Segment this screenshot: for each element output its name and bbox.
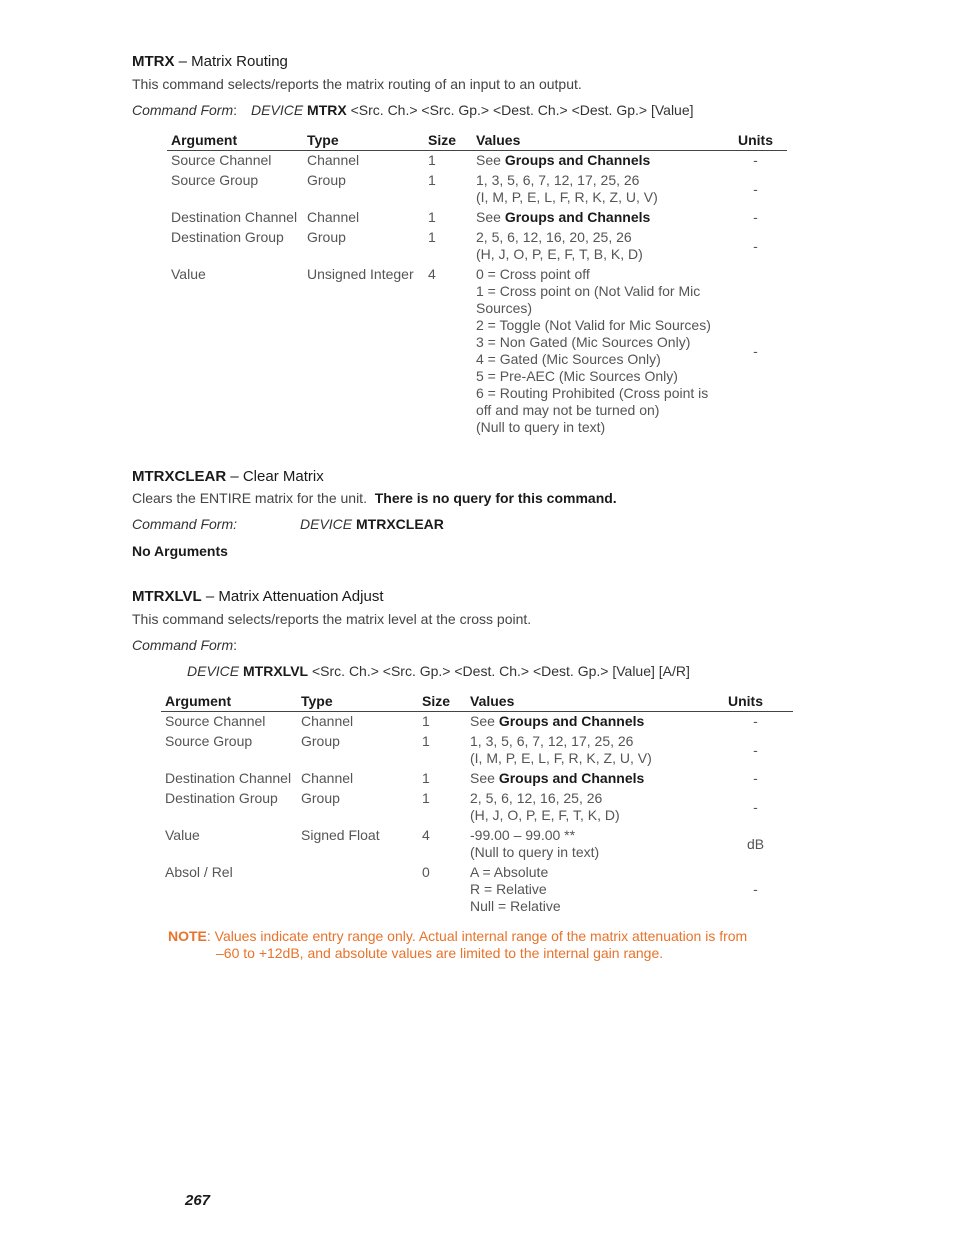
cell-size: 4 xyxy=(428,266,436,282)
cell-units: - xyxy=(753,342,758,359)
cell-size: 1 xyxy=(428,152,436,168)
cell-values xyxy=(470,769,718,789)
cell-units: - xyxy=(753,881,758,897)
values-line: 2, 5, 6, 12, 16, 20, 25, 26 xyxy=(476,229,632,245)
mtrxlvl-form-args: <Src. Ch.> <Src. Gp.> <Dest. Ch.> <Dest. Gp.> [Value] [A/R] xyxy=(308,663,690,679)
values-line: 4 = Gated (Mic Sources Only) xyxy=(476,351,661,367)
cell-type: Group xyxy=(301,790,340,806)
values-line: 1, 3, 5, 6, 7, 12, 17, 25, 26 xyxy=(470,733,634,749)
cell-size: 1 xyxy=(422,790,430,806)
cell-type xyxy=(301,863,422,917)
table-row xyxy=(167,228,787,265)
values-line: R = Relative xyxy=(470,881,547,897)
mtrx-title: – Matrix Routing xyxy=(174,53,288,70)
header-units: Units xyxy=(718,693,793,712)
cell-units: - xyxy=(753,713,758,729)
cell-argument: Source Group xyxy=(171,172,259,188)
mtrxlvl-title: – Matrix Attenuation Adjust xyxy=(201,588,384,605)
cell-argument: Source Channel xyxy=(171,152,272,168)
cell-size: 1 xyxy=(428,209,436,225)
header-units: Units xyxy=(724,132,787,151)
values-line: 2 = Toggle (Not Valid for Mic Sources) xyxy=(476,317,711,333)
mtrx-form-label: Command Form xyxy=(132,102,234,118)
values-line: (Null to query in text) xyxy=(470,844,600,860)
cell-argument: Destination Channel xyxy=(165,770,292,786)
values-line: Sources) xyxy=(476,300,533,316)
page-number: 267 xyxy=(185,1192,211,1209)
values-line: (I, M, P, E, L, F, R, K, Z, U, V) xyxy=(470,750,652,766)
cell-type: Channel xyxy=(307,209,360,225)
values-line: 6 = Routing Prohibited (Cross point is xyxy=(476,385,709,401)
table-row xyxy=(161,769,793,789)
values-line: Null = Relative xyxy=(470,898,561,914)
table-row xyxy=(161,732,793,769)
mtrx-description: This command selects/reports the matrix routing of an input to an output. xyxy=(132,76,582,92)
cell-argument: Destination Group xyxy=(165,790,278,806)
values-line: A = Absolute xyxy=(470,864,549,880)
table-row xyxy=(161,789,793,826)
note-line-2: –60 to +12dB, and absolute values are limited to the internal gain range. xyxy=(216,945,664,961)
cell-type: Channel xyxy=(301,713,354,729)
mtrxlvl-description: This command selects/reports the matrix level at the cross point. xyxy=(132,611,532,627)
mtrx-form-device: DEVICE xyxy=(251,102,304,118)
cell-values xyxy=(470,826,718,863)
mtrxlvl-command-name: MTRXLVL xyxy=(132,588,202,605)
cell-units: - xyxy=(753,770,758,786)
note xyxy=(168,928,747,945)
mtrxclear-no-query: There is no query for this command. xyxy=(374,490,617,506)
cell-values xyxy=(476,171,724,208)
cell-units: - xyxy=(753,741,758,758)
cell-units: - xyxy=(753,180,758,197)
cell-type: Signed Float xyxy=(301,827,380,843)
table-row xyxy=(167,208,787,228)
cell-size: 4 xyxy=(422,827,430,843)
mtrxlvl-argument-table xyxy=(161,693,793,917)
cell-size: 1 xyxy=(422,770,430,786)
header-type: Type xyxy=(301,693,422,712)
mtrxlvl-form-cmd: MTRXLVL xyxy=(243,663,309,679)
values-prefix: See xyxy=(476,152,505,168)
mtrxlvl-command-form xyxy=(187,663,690,680)
header-values: Values xyxy=(476,132,724,151)
mtrxclear-form-command xyxy=(300,516,444,533)
mtrxclear-title: – Clear Matrix xyxy=(226,468,324,485)
cell-values xyxy=(470,863,718,917)
cell-argument: Source Group xyxy=(165,733,253,749)
table-header-row xyxy=(161,693,793,712)
groups-and-channels-ref: Groups and Channels xyxy=(498,770,645,786)
table-row xyxy=(167,171,787,208)
values-prefix: See xyxy=(470,770,499,786)
mtrxclear-no-arguments: No Arguments xyxy=(132,543,228,559)
header-type: Type xyxy=(307,132,428,151)
cell-size: 1 xyxy=(422,713,430,729)
mtrxlvl-heading xyxy=(132,588,384,605)
mtrx-heading xyxy=(132,53,288,70)
cell-units: - xyxy=(753,798,758,815)
cell-argument: Source Channel xyxy=(165,713,266,729)
cell-values xyxy=(476,151,724,172)
mtrx-form-cmd: MTRX xyxy=(307,102,347,118)
cell-values xyxy=(470,732,718,769)
values-line: 1 = Cross point on (Not Valid for Mic xyxy=(476,283,701,299)
cell-size: 1 xyxy=(428,229,436,245)
cell-values xyxy=(476,208,724,228)
values-line: -99.00 – 99.00 ** xyxy=(470,827,576,843)
table-row xyxy=(167,265,787,438)
cell-argument: Value xyxy=(165,827,200,843)
mtrx-form-args: <Src. Ch.> <Src. Gp.> <Dest. Ch.> <Dest. Gp.> [Value] xyxy=(346,102,694,118)
table-row xyxy=(161,826,793,863)
cell-argument: Value xyxy=(171,266,206,282)
table-row xyxy=(161,712,793,733)
cell-size: 0 xyxy=(422,864,430,880)
cell-values xyxy=(470,712,718,733)
values-prefix: See xyxy=(470,713,499,729)
mtrxclear-command-form xyxy=(132,516,237,533)
mtrxclear-description: Clears the ENTIRE matrix for the unit. There is no query for this command. xyxy=(132,490,617,506)
cell-argument: Absol / Rel xyxy=(165,864,233,880)
cell-type: Group xyxy=(307,172,346,188)
values-line: off and may not be turned on) xyxy=(476,402,660,418)
cell-units: dB xyxy=(746,835,765,852)
cell-type: Channel xyxy=(301,770,354,786)
cell-size: 1 xyxy=(422,733,430,749)
groups-and-channels-ref: Groups and Channels xyxy=(498,713,645,729)
cell-size: 1 xyxy=(428,172,436,188)
cell-values xyxy=(476,265,724,438)
mtrxclear-heading xyxy=(132,468,324,485)
values-line: (H, J, O, P, E, F, T, K, D) xyxy=(470,807,620,823)
cell-type: Group xyxy=(301,733,340,749)
table-row xyxy=(167,151,787,172)
mtrxclear-command-name: MTRXCLEAR xyxy=(132,468,227,485)
table-row xyxy=(161,863,793,917)
groups-and-channels-ref: Groups and Channels xyxy=(504,209,651,225)
header-size: Size xyxy=(422,693,470,712)
values-line: (H, J, O, P, E, F, T, B, K, D) xyxy=(476,246,643,262)
cell-argument: Destination Group xyxy=(171,229,284,245)
mtrx-argument-table xyxy=(167,132,787,438)
header-values: Values xyxy=(470,693,718,712)
cell-units: - xyxy=(753,209,758,225)
cell-argument: Destination Channel xyxy=(171,209,298,225)
values-line: 2, 5, 6, 12, 16, 25, 26 xyxy=(470,790,603,806)
values-line: 1, 3, 5, 6, 7, 12, 17, 25, 26 xyxy=(476,172,640,188)
table-header-row xyxy=(167,132,787,151)
cell-type: Group xyxy=(307,229,346,245)
cell-units: - xyxy=(753,237,758,254)
cell-type: Unsigned Integer xyxy=(307,266,414,282)
mtrxlvl-form-device: DEVICE xyxy=(187,663,240,679)
values-line: (I, M, P, E, L, F, R, K, Z, U, V) xyxy=(476,189,658,205)
cell-values xyxy=(476,228,724,265)
mtrxclear-form-device: DEVICE xyxy=(300,516,353,532)
cell-units: - xyxy=(753,152,758,168)
mtrxclear-form-cmd: MTRXCLEAR xyxy=(356,516,444,532)
header-argument: Argument xyxy=(161,693,301,712)
cell-values xyxy=(470,789,718,826)
groups-and-channels-ref: Groups and Channels xyxy=(504,152,651,168)
note-line-1: : Values indicate entry range only. Actual internal range of the matrix attenuation is from xyxy=(206,928,748,944)
mtrx-command-form: Command Form: DEVICE MTRX <Src. Ch.> <Src. Gp.> <Dest. Ch.> <Dest. Gp.> [Value] xyxy=(132,102,694,118)
mtrxlvl-command-form-label: Command Form: xyxy=(132,637,238,653)
values-line: 0 = Cross point off xyxy=(476,266,590,282)
values-line: 3 = Non Gated (Mic Sources Only) xyxy=(476,334,691,350)
header-argument: Argument xyxy=(167,132,307,151)
note-label: NOTE xyxy=(168,928,207,944)
header-size: Size xyxy=(428,132,476,151)
cell-type: Channel xyxy=(307,152,360,168)
values-prefix: See xyxy=(476,209,505,225)
values-line: 5 = Pre-AEC (Mic Sources Only) xyxy=(476,368,678,384)
mtrx-command-name: MTRX xyxy=(132,53,175,70)
mtrxclear-form-label: Command Form: xyxy=(132,516,238,532)
values-line: (Null to query in text) xyxy=(476,419,606,435)
